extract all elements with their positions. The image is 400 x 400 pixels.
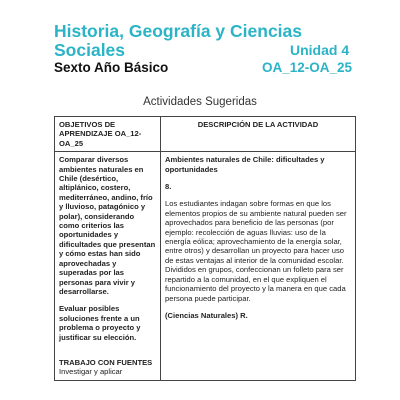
- activity-footer: (Ciencias Naturales) R.: [165, 310, 248, 320]
- activities-table: [54, 116, 356, 381]
- table-header-row: [55, 117, 356, 152]
- grade-label: Sexto Año Básico: [54, 60, 169, 75]
- objective-comparar: Comparar diversos ambientes naturales en Chile (desértico, altiplánico, costero, mediterráneo, andino, frío y lluvioso, patagónico y polar), considerando como criterios las oportunidades y dificultades que presentan y cómo estas han sido aprovechadas y superadas por las personas para vivir y desarrollarse.: [59, 155, 156, 296]
- description-column-header: DESCRIPCIÓN DE LA ACTIVIDAD: [161, 117, 356, 152]
- document-title: Historia, Geografía y Ciencias Sociales: [54, 21, 303, 60]
- activity-number: 8.: [165, 182, 172, 192]
- description-cell: [161, 152, 356, 381]
- skills-text: Investigar y aplicar: [59, 367, 123, 377]
- oa-code-label: OA_12-OA_25: [262, 60, 353, 75]
- skills-heading: TRABAJO CON FUENTES: [59, 357, 153, 367]
- unit-label: Unidad 4: [290, 42, 350, 58]
- objective-evaluar: Evaluar posibles soluciones frente a un problema o proyecto y justificar su elección.: [59, 304, 141, 342]
- activity-title: Ambientes naturales de Chile: dificultades y oportunidades: [165, 155, 325, 174]
- table-row: [55, 152, 356, 381]
- objectives-column-header: OBJETIVOS DE APRENDIZAJE OA_12-OA_25: [55, 117, 161, 152]
- section-title: Actividades Sugeridas: [143, 96, 257, 108]
- activity-body: Los estudiantes indagan sobre formas en que los elementos propios de su ambiente natural pueden ser aprovechados para beneficio de las personas (por ejemplo: recolección de aguas lluvias: uso de la energía eólica; aprovechamiento de la energía solar, entre otros) y desarrollan un proyecto para hacer uso de estas ventajas al interior de la comunidad escolar. Divididos en grupos, confeccionan un folleto para ser repartido a la comunidad, en el que expliquen el funcionamiento del proyecto y la manera en que cada persona puede participar.: [165, 199, 347, 303]
- objectives-cell: [55, 152, 161, 381]
